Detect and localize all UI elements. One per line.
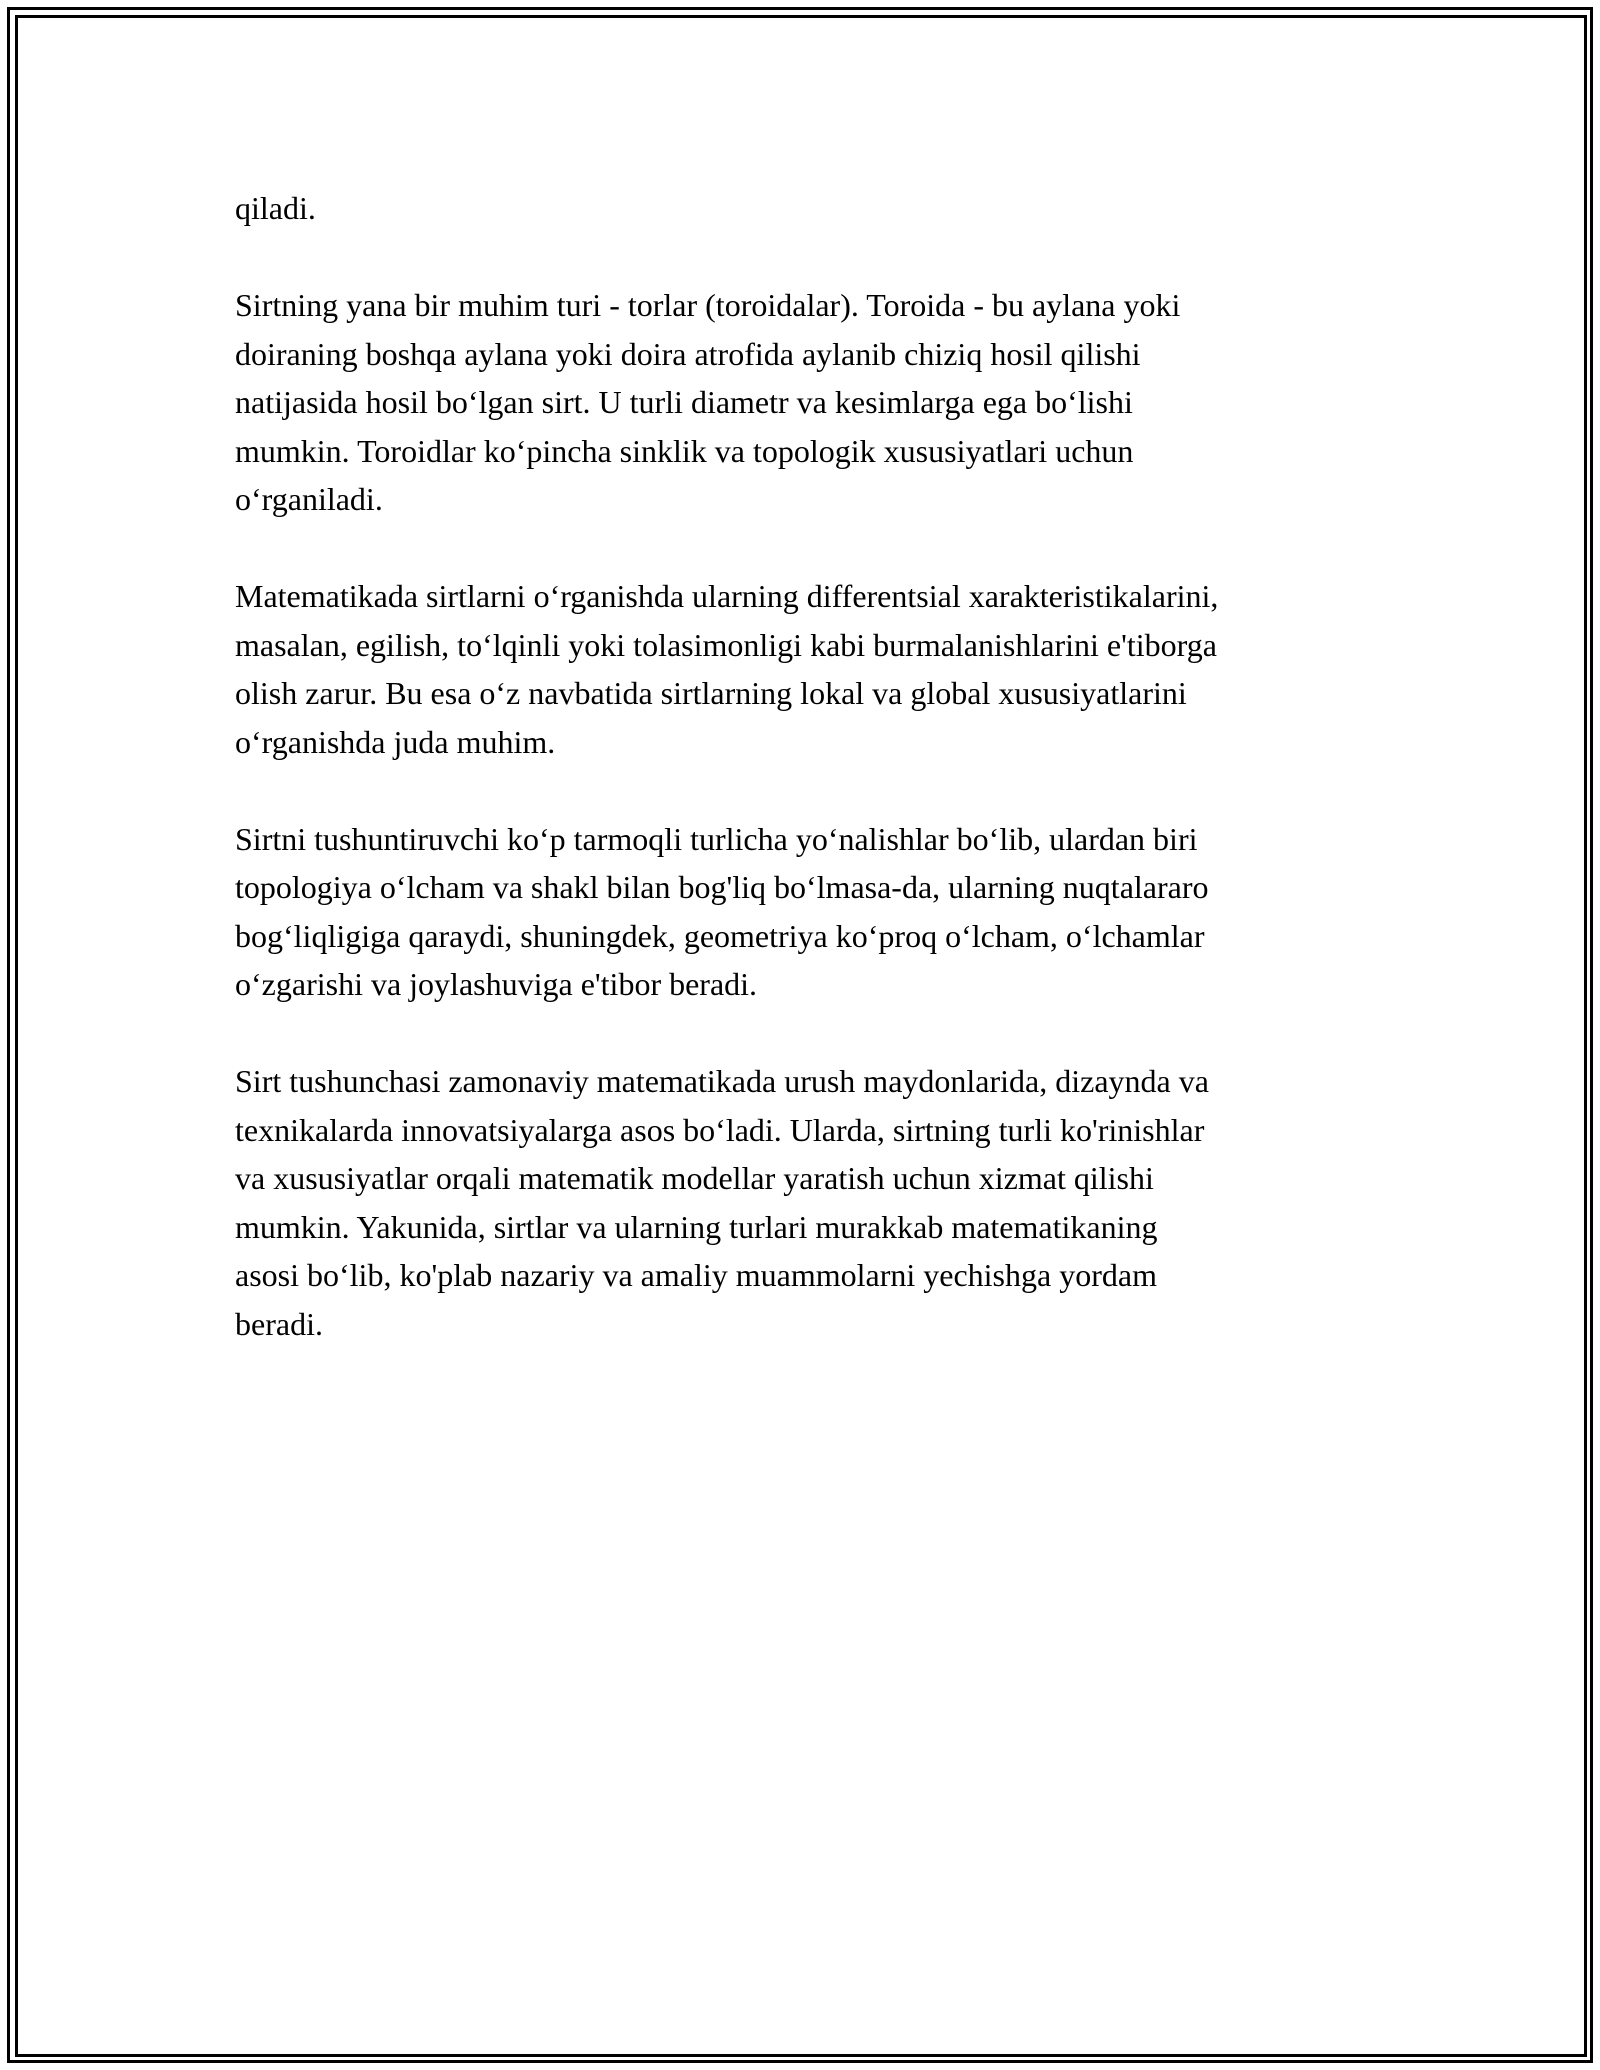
paragraph-1: qiladi.: [235, 190, 316, 226]
paragraph-3: Matematikada sirtlarni o‘rganishda ularning differentsial xarakteristikalarini, masalan, egilish, to‘lqinli yoki tolasimonligi kabi burmalanishlarini e'tiborga olish zarur. Bu esa o‘z navbatida sirtlarning lokal va global xususiyatlarini o‘rganishda juda muhim.: [235, 578, 1219, 760]
paragraph-4: Sirtni tushuntiruvchi ko‘p tarmoqli turlicha yo‘nalishlar bo‘lib, ulardan biri topologiya o‘lcham va shakl bilan bog'liq bo‘lmasa-da, ularning nuqtalararo bog‘liqligiga qaraydi, shuningdek, geometriya ko‘proq o‘lcham, o‘lchamlar o‘zgarishi va joylashuviga e'tibor beradi.: [235, 820, 1209, 1002]
paragraph-2: Sirtning yana bir muhim turi - torlar (toroidalar). Toroida - bu aylana yoki doiraning boshqa aylana yoki doira atrofida aylanib chiziq hosil qilishi natijasida hosil bo‘lgan sirt. U turli diametr va kesimlarga ega bo‘lishi mumkin. Toroidlar ko‘pincha sinklik va topologik xususiyatlari uchun o‘rganiladi.: [235, 287, 1181, 517]
page-body: [235, 184, 1375, 1397]
paragraph-5: Sirt tushunchasi zamonaviy matematikada urush maydonlarida, dizaynda va texnikalarda innovatsiyalarga asos bo‘ladi. Ularda, sirtning turli ko'rinishlar va xususiyatlar orqali matematik modellar yaratish uchun xizmat qilishi mumkin. Yakunida, sirtlar va ularning turlari murakkab matematikaning asosi bo‘lib, ko'plab nazariy va amaliy muammolarni yechishga yordam beradi.: [235, 1063, 1209, 1342]
